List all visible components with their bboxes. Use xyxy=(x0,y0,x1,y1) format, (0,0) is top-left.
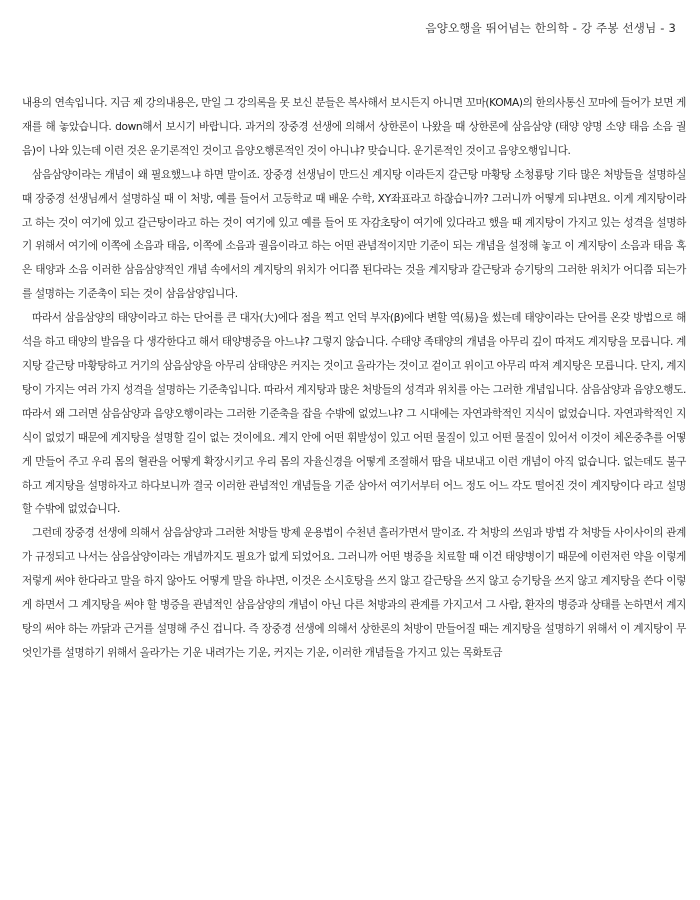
paragraph-3: 따라서 삼음삼양의 태양이라고 하는 단어를 큰 대자(大)에다 점을 찍고 언덕 부자(β)에다 변할 역(易)을 썼는데 태양이라는 단어를 온갖 방법으로 해석을 하고 태양의 발음을 다 생각한다고 해서 태양병증을 아느냐? 그렇지 않습니다. 수태양 족태양의 개념을 아무리 깊이 따져도 계지탕을 모릅니다. 계지탕 갈근탕 마황탕하고 거기의 삼음삼양을 아무리 삼태양은 커지는 것이고 올라가는 것이고 겉이고 위이고 아무리 따져 계지탕은 모릅니다. 단지, 계지탕이 가지는 여러 가지 성격을 설명하는 기준축입니다. 따라서 계지탕과 많은 처방들의 성격과 위치를 아는 그러한 개념입니다. 삼음삼양과 음양오행도. 따라서 왜 그러면 삼음삼양과 음양오행이라는 그러한 기준축을 잡을 수밖에 없었느냐? 그 시대에는 자연과학적인 지식이 없었습니다. 자연과학적인 지식이 없었기 때문에 계지탕을 설명할 길이 없는 것이에요. 계지 안에 어떤 휘발성이 있고 어떤 물질이 있고 어떤 물질이 있어서 이것이 체온중추를 어떻게 만들어 주고 우리 몸의 혈관을 어떻게 확장시키고 우리 몸의 자율신경을 어떻게 조절해서 땀을 내보내고 이런 개념이 아직 없습니다. 없는데도 불구하고 계지탕을 설명하자고 하다보니까 결국 이러한 관념적인 개념들을 기준 삼아서 여기서부터 어느 정도 어느 각도 떨어진 것이 계지탕이다 라고 설명할 수밖에 없었습니다. xyxy=(22,312,686,516)
paragraph-4: 그런데 장중경 선생에 의해서 삼음삼양과 그러한 처방들 방제 운용법이 수천년 흘러가면서 말이죠. 각 처방의 쓰임과 방법 각 처방들 사이사이의 관계가 규정되고 나서는 삼음삼양이라는 개념까지도 필요가 없게 되었어요. 그러니까 어떤 병증을 치료할 때 이건 태양병이기 때문에 이런저런 약을 이렇게 저렇게 써야 한다라고 말을 하지 않아도 어떻게 말을 하냐면, 이것은 소시호탕을 쓰지 않고 갈근탕을 쓰지 않고 승기탕을 쓰지 않고 계지탕을 쓴다 이렇게 하면서 그 계지탕을 써야 할 병증을 관념적인 삼음삼양의 개념이 아닌 다른 처방과의 관계를 가지고서 그 사람, 환자의 병증과 상태를 논하면서 계지탕의 써야 하는 까닭과 근거를 설명해 주신 겁니다. 즉 장중경 선생에 의해서 상한론의 처방이 만들어질 때는 계지탕을 설명하기 위해서 이 계지탕이 무엇인가를 설명하기 위해서 올라가는 기운 내려가는 기운, 커지는 기운, 이러한 개념들을 가지고 있는 목화토금 xyxy=(22,527,686,659)
paragraph-1: 내용의 연속입니다. 지금 제 강의내용은, 만일 그 강의록을 못 보신 분들은 복사해서 보시든지 아니면 꼬마(KOMA)의 한의사통신 꼬마에 들어가 보면 게재를 해 놓았습니다. down해서 보시기 바랍니다. 과거의 장중경 선생에 의해서 상한론이 나왔을 때 상한론에 삼음삼양 (태양 양명 소양 태음 소음 궐음)이 나와 있는데 이런 것은 운기론적인 것이고 음양오행론적인 것이 아니냐? 맞습니다. 운기론적인 것이고 음양오행입니다. xyxy=(22,97,686,157)
body-text xyxy=(22,92,686,666)
paragraph-2: 삼음삼양이라는 개념이 왜 필요했느냐 하면 말이죠. 장중경 선생님이 만드신 계지탕 이라든지 갈근탕 마황탕 소청룡탕 기타 많은 처방들을 설명하실 때 장중경 선생님께서 설명하실 때 이 처방, 예를 들어서 고등학교 때 배운 수학, XY좌표라고 하잖습니까? 그러니까 어떻게 되냐면요. 이게 계지탕이라고 하는 것이 여기에 있고 갈근탕이라고 하는 것이 여기에 있고 예를 들어 또 자감초탕이 여기에 있다라고 했을 때 계지탕이 가지고 있는 성격을 설명하기 위해서 여기에 이쪽에 소음과 태음, 이쪽에 소음과 궐음이라고 하는 어떤 관념적이지만 기준이 되는 개념을 설정해 놓고 이 계지탕이 소음과 태음 혹은 태양과 소음 이러한 삼음삼양적인 개념 속에서의 계지탕의 위치가 어디쯤 된다라는 것을 계지탕과 갈근탕과 승기탕의 그러한 위치가 어디쯤 되는가를 설명하는 기준축이 되는 것이 삼음삼양입니다. xyxy=(22,168,686,301)
running-header: 음양오행을 뛰어넘는 한의학 - 강 주봉 선생님 - 3 xyxy=(425,21,676,35)
